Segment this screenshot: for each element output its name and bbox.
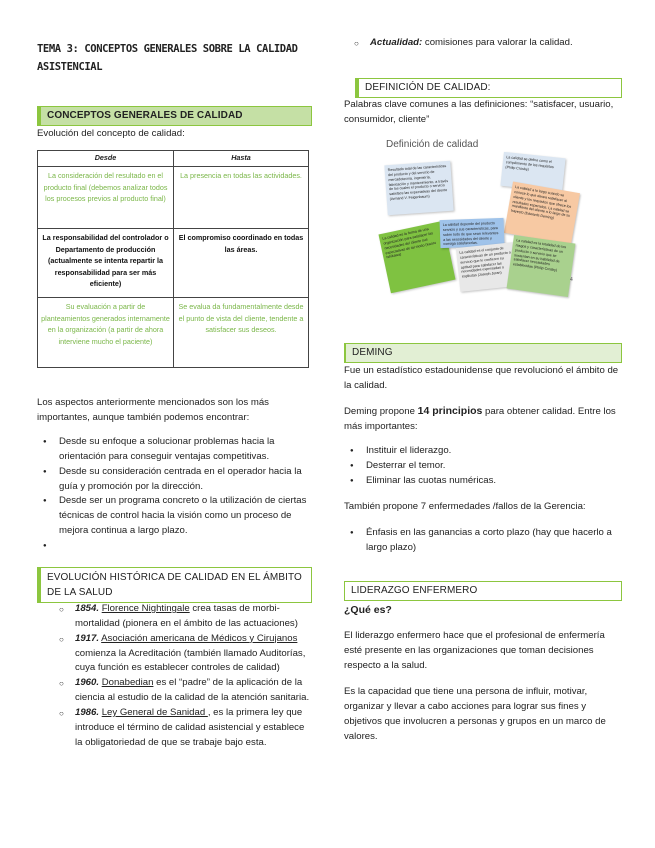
actualidad-text: comisiones para valorar la calidad. <box>422 37 573 48</box>
definition-figure <box>384 135 584 300</box>
history-year: 1854. <box>75 603 100 614</box>
list-item: ● Desterrar el temor. <box>344 459 622 474</box>
table-header: Hasta <box>174 151 309 167</box>
definition-text: Palabras clave comunes a las definiciones: “satisfacer, usuario, consumidor, cliente” <box>344 99 614 125</box>
table-header-row <box>38 151 309 167</box>
principles-count: 14 principios <box>417 405 483 417</box>
history-year: 1986. <box>75 707 100 719</box>
definition-card: La calidad depende del producto servicio y sus características, para sobre todo de que sean relevantes a las necesidades del cliente y consiga satisfacerlas. <box>440 218 505 248</box>
table-row <box>38 229 309 298</box>
liderazgo-paragraph-1: El liderazgo enfermero hace que el profesional de enfermería esté presente en las organizaciones que toman decisiones respecto a la salud. <box>344 630 605 671</box>
table-row <box>38 298 309 368</box>
liderazgo-paragraph-2: Es la capacidad que tiene una persona de influir, motivar, organizar y llevar a cabo acciones para lograr sus fines y objetivos que involucren a personas y grupos en un marco de valores. <box>344 686 606 742</box>
figure-title: Definición de calidad <box>386 139 479 150</box>
table-row <box>38 167 309 229</box>
history-text: , es la primera ley que introduce el término de calidad asistencial y establece la obligatoriedad de que se trabaje bajo esta. <box>75 707 305 748</box>
definition-card: La calidad es el conjunto de características de un producto o servicio que le confieren su aptitud para satisfacer las necesidades expresadas o implícitas (Joseph Juran) <box>456 242 518 292</box>
table-cell: El compromiso coordinado en todas las áreas. <box>174 229 309 298</box>
list-item: ● Desde su consideración centrada en el operador hacia la guía y promoción por la dirección. <box>37 465 312 495</box>
list-item: ● Instituir el liderazgo. <box>344 444 622 459</box>
table-cell: La presencia en todas las actividades. <box>174 167 309 229</box>
history-year: 1960. <box>75 677 100 689</box>
section-title: CONCEPTOS GENERALES DE CALIDAD <box>37 106 312 126</box>
list-item <box>37 539 312 554</box>
text-fragment: para obtener calidad. Entre los más importantes: <box>344 406 616 432</box>
definition-card: La calidad es la forma de una organización para satisfacer las necesidades del cliente sus expectativas de tal modo (Kaoru Ishikawa) <box>378 221 455 293</box>
list-item <box>37 632 312 677</box>
list-item: ● Desde su enfoque a solucionar problemas hacia la orientación para conseguir ventajas competitivas. <box>37 435 312 465</box>
list-item: ● Énfasis en las ganancias a corto plazo (hay que hacerlo a largo plazo) <box>344 526 622 556</box>
section-title: EVOLUCIÓN HISTÓRICA DE CALIDAD EN EL ÁMBITO DE LA SALUD <box>37 567 312 603</box>
history-year: 1917. <box>75 632 100 644</box>
history-name: Ley General de Sanidad <box>101 707 208 719</box>
diseases-intro: También propone 7 enfermedades /fallos de la Gerencia: <box>344 501 586 512</box>
aspects-list <box>37 435 312 554</box>
aspects-intro: Los aspectos anteriormente mencionados son los más importantes, aunque también podemos encontrar: <box>37 397 269 423</box>
history-text: comienza la Acreditación (también llamado Auditorías, cuya función es establecer controles de calidad) <box>75 647 306 674</box>
list-item: ● Eliminar las cuotas numéricas. <box>344 474 622 489</box>
history-name: Donabedian <box>101 677 154 689</box>
figure-page-number: 4 <box>570 277 573 283</box>
history-name: Asociación americana de Médicos y Cirujanos <box>101 632 298 644</box>
actualidad-term: Actualidad: <box>370 37 423 48</box>
table-header: Desde <box>38 151 174 167</box>
list-item <box>344 36 622 51</box>
text-fragment: Deming propone <box>344 406 418 417</box>
table-cell: Su evaluación a partir de planteamientos generados internamente en la organización (a partir de ahora interviene mucho el paciente) <box>38 298 174 368</box>
table-cell: La responsabilidad del controlador o Departamento de producción (actualmente se intenta repartir la responsabilidad para ser más eficiente) <box>38 229 174 298</box>
evolution-label: Evolución del concepto de calidad: <box>37 128 185 139</box>
history-list <box>37 602 312 751</box>
section-title: LIDERAZGO ENFERMERO <box>344 581 622 601</box>
list-item: ● Desde ser un programa concreto o la utilización de ciertas técnicas de control hacia la visión como un proceso de mejora continua a largo plazo. <box>37 494 312 539</box>
definition-card: La calidad a lo largo cuando se conoce lo que desea satisfacer al cliente y los requisitos que ofrece los resultados esperados. La calidad se manifiesta del cliente a lo largo de su trayecto (Edwards Deming) <box>504 181 580 244</box>
list-item <box>37 676 312 706</box>
section-title: DEMING <box>344 343 622 363</box>
section-header-conceptos <box>37 106 312 126</box>
section-header-deming <box>344 343 622 363</box>
section-header-liderazgo <box>344 581 622 601</box>
history-text: es el “padre” de la aplicación de la ciencia al estudio de la calidad de la atención sanitaria. <box>75 677 310 704</box>
question-heading: ¿Qué es? <box>344 604 392 616</box>
definition-card: Resultado total de las características del producto y del servicio de mercadotecnia, ingeniería, fabricación y mantenimiento, a través de los cuales el producto o servicio satisface las expectativas del cliente (Armand V. Feigenbaum) <box>384 161 453 215</box>
list-item <box>37 706 312 751</box>
actualidad-list <box>344 36 622 51</box>
definition-card: La calidad es la totalidad de los rasgos y características de un producto o servicio que se sustentan en su habilidad de satisfacer necesidades establecidas (Philip Crosby) <box>507 235 576 297</box>
table-cell: La consideración del resultado en el producto final (debemos analizar todos los procesos previos al producto final) <box>38 167 174 229</box>
list-item <box>37 602 312 632</box>
page-title: TEMA 3: CONCEPTOS GENERALES SOBRE LA CALIDAD ASISTENCIAL <box>37 43 298 74</box>
history-name: Florence Nightingale <box>101 603 190 614</box>
deming-principles-intro <box>344 403 622 435</box>
section-header-definicion <box>355 78 622 98</box>
definition-card: La calidad se define como el cumplimiento de los requisitos (Philip Crosby) <box>500 152 565 192</box>
section-title: DEFINICIÓN DE CALIDAD: <box>355 78 622 98</box>
section-header-evolucion <box>37 567 312 603</box>
deming-description: Fue un estadístico estadounidense que revolucionó el ámbito de la calidad. <box>344 365 619 391</box>
history-text: crea tasas de morbi-mortalidad (pionera en el ámbito de las actuaciones) <box>75 603 298 629</box>
principles-list <box>344 444 622 489</box>
table-cell: Se evalua da fundamentalmente desde el punto de vista del cliente, tendente a satisfacer sus deseos. <box>174 298 309 368</box>
diseases-list <box>344 526 622 556</box>
evolution-table <box>37 150 309 368</box>
